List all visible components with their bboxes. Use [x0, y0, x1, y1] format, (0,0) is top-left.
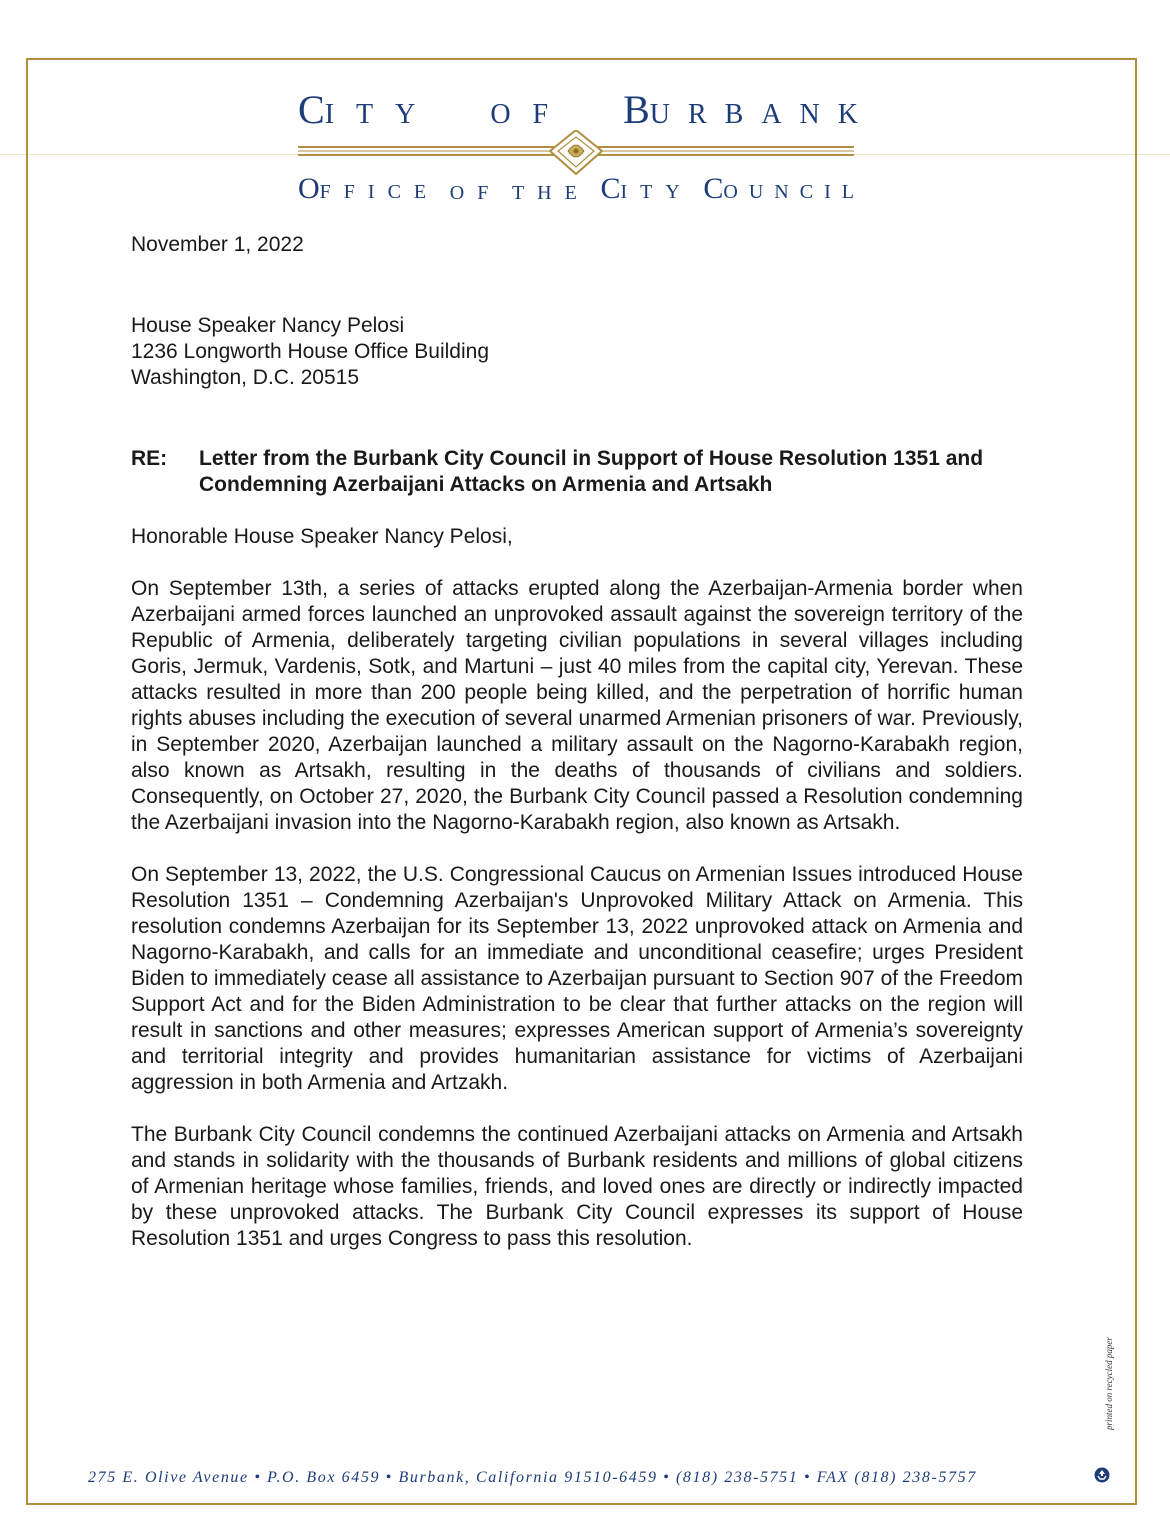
subject-label: RE: — [131, 447, 168, 470]
title-word-city: CITY — [298, 87, 438, 132]
letter-body — [131, 232, 1023, 1252]
letterhead-title — [298, 84, 876, 132]
recycled-paper-note: printed on recycled paper — [1104, 1337, 1114, 1430]
title-word-of: OF — [490, 99, 571, 130]
subtitle-word-council: COUNCIL — [703, 172, 865, 205]
subject-text: Letter from the Burbank City Council in Support of House Resolution 1351 and Condemning Azerbaijani Attacks on Armenia and Artsakh — [199, 447, 984, 496]
salutation: Honorable House Speaker Nancy Pelosi, — [131, 525, 513, 548]
subtitle-word-office: OFFICE — [298, 172, 440, 205]
subtitle-word-city: CITY — [600, 172, 693, 205]
subtitle-word-the: THE — [511, 182, 590, 204]
letterhead-subtitle — [298, 172, 865, 205]
recycle-icon — [1094, 1467, 1110, 1483]
footer-address: 275 E. Olive Avenue • P.O. Box 6459 • Burbank, California 91510-6459 • (818) 238-5751 • FAX (818) 238-5757 — [88, 1469, 977, 1486]
subject-line — [131, 446, 1023, 498]
diamond-crest-icon — [298, 130, 854, 176]
title-word-burbank: BURBANK — [623, 87, 876, 132]
recipient-street: 1236 Longworth House Office Building — [131, 340, 490, 363]
subtitle-word-of: OF — [449, 182, 502, 204]
body-paragraph: The Burbank City Council condemns the continued Azerbaijani attacks on Armenia and Artsakh and stands in solidarity with the thousands of Burbank residents and millions of global citizens of Armenian heritage whose families, friends, and loved ones are directly or indirectly impacted by these unprovoked attacks. The Burbank City Council expresses its support of House Resolution 1351 and urges Congress to pass this resolution. — [131, 1123, 1023, 1250]
recipient-city: Washington, D.C. 20515 — [131, 366, 360, 389]
letter-date: November 1, 2022 — [131, 233, 304, 256]
recipient-name: House Speaker Nancy Pelosi — [131, 314, 405, 337]
body-paragraph: On September 13, 2022, the U.S. Congressional Caucus on Armenian Issues introduced House Resolution 1351 – Condemning Azerbaijan's Unprovoked Military Attack on Armenia. This resolution condemns Azerbaijan for its September 13, 2022 unprovoked attack on Armenia and Nagorno-Karabakh, and calls for an immediate and unconditional ceasefire; urges President Biden to immediately cease all assistance to Azerbaijan pursuant to Section 907 of the Freedom Support Act and for the Biden Administration to be clear that further attacks on the region will result in sanctions and other measures; expresses American support of Armenia’s sovereignty and territorial integrity and provides humanitarian assistance for victims of Azerbaijani aggression in both Armenia and Artzakh. — [131, 863, 1023, 1094]
recipient-address — [131, 313, 1023, 391]
body-paragraph: On September 13th, a series of attacks erupted along the Azerbaijan-Armenia border when Azerbaijani armed forces launched an unprovoked assault against the sovereign territory of the Republic of Armenia, deliberately targeting civilian populations in several villages including Goris, Jermuk, Vardenis, Sotk, and Martuni – just 40 miles from the capital city, Yerevan. These attacks resulted in more than 200 people being killed, and the perpetration of horrific human rights abuses including the execution of several unarmed Armenian prisoners of war. Previously, in September 2020, Azerbaijan launched a military assault on the Nagorno-Karabakh region, also known as Artsakh, resulting in the deaths of thousands of civilians and soldiers. Consequently, on October 27, 2020, the Burbank City Council passed a Resolution condemning the Azerbaijani invasion into the Nagorno-Karabakh region, also known as Artsakh. — [131, 577, 1023, 834]
letterhead-rule — [298, 130, 854, 176]
